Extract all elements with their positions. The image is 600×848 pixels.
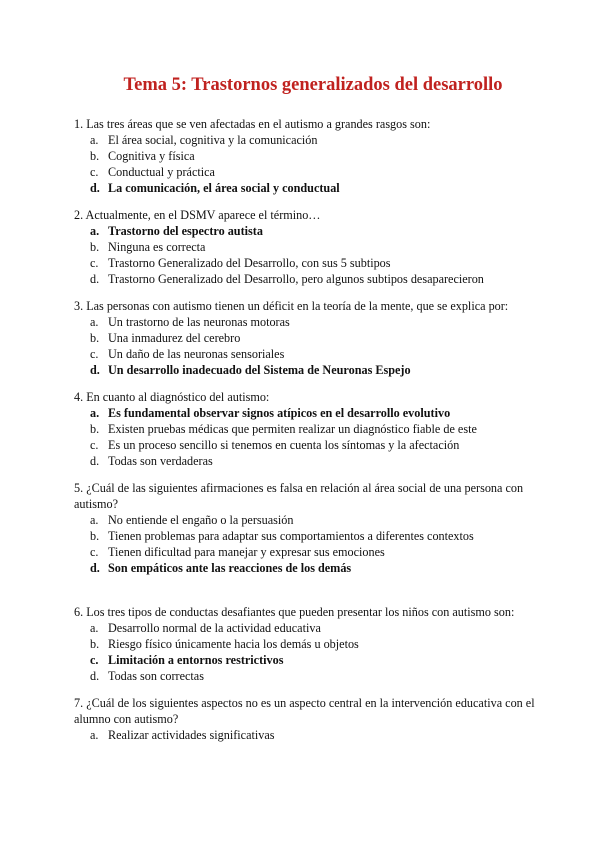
question-text: 1. Las tres áreas que se ven afectadas en el autismo a grandes rasgos son: [74,117,431,131]
option-letter: a. [90,513,99,527]
option-text: Un desarrollo inadecuado del Sistema de Neuronas Espejo [108,363,411,377]
answer-option [90,314,544,330]
answer-option [90,362,544,378]
question-text: 5. ¿Cuál de las siguientes afirmaciones es falsa en relación al área social de una persona con autismo? [74,481,524,511]
answer-option [90,453,544,469]
answer-option [90,346,544,362]
answer-option [90,223,544,239]
answer-options [72,132,544,196]
option-letter: c. [90,347,99,361]
answer-option [90,620,544,636]
option-text: Trastorno del espectro autista [108,224,263,238]
option-text: Es un proceso sencillo si tenemos en cuenta los síntomas y la afectación [108,438,460,452]
option-letter: a. [90,621,99,635]
option-text: Una inmadurez del cerebro [108,331,241,345]
option-text: Limitación a entornos restrictivos [108,653,284,667]
option-text: Es fundamental observar signos atípicos en el desarrollo evolutivo [108,406,451,420]
question-4 [72,389,544,469]
answer-option [90,668,544,684]
option-letter: b. [90,240,100,254]
option-letter: a. [90,315,99,329]
question-2 [72,207,544,287]
answer-option [90,132,544,148]
question-5 [72,480,544,576]
answer-option [90,528,544,544]
option-text: Un trastorno de las neuronas motoras [108,315,290,329]
answer-option [90,330,544,346]
option-letter: d. [90,272,100,286]
option-text: Tienen dificultad para manejar y expresar sus emociones [108,545,385,559]
answer-option [90,164,544,180]
option-letter: b. [90,149,100,163]
option-letter: c. [90,165,99,179]
answer-option [90,560,544,576]
option-text: El área social, cognitiva y la comunicación [108,133,318,147]
answer-option [90,271,544,287]
option-letter: d. [90,669,100,683]
option-text: Trastorno Generalizado del Desarrollo, con sus 5 subtipos [108,256,391,270]
question-3 [72,298,544,378]
option-letter: a. [90,406,100,420]
option-letter: b. [90,331,100,345]
option-text: Tienen problemas para adaptar sus comportamientos a diferentes contextos [108,529,474,543]
option-letter: a. [90,133,99,147]
option-letter: b. [90,637,100,651]
answer-option [90,180,544,196]
answer-options [72,223,544,287]
answer-options [72,620,544,684]
option-text: No entiende el engaño o la persuasión [108,513,294,527]
option-text: Cognitiva y física [108,149,195,163]
option-letter: d. [90,454,100,468]
question-text: 4. En cuanto al diagnóstico del autismo: [74,390,270,404]
answer-options [72,405,544,469]
question-text: 7. ¿Cuál de los siguientes aspectos no es un aspecto central en la intervención educativa con el alumno con autismo? [74,696,535,726]
option-letter: c. [90,256,99,270]
option-text: Un daño de las neuronas sensoriales [108,347,285,361]
option-text: Ninguna es correcta [108,240,206,254]
question-6 [72,604,544,684]
answer-option [90,239,544,255]
option-letter: c. [90,438,99,452]
option-text: La comunicación, el área social y conductual [108,181,340,195]
answer-option [90,421,544,437]
answer-option [90,727,544,743]
answer-option [90,652,544,668]
answer-options [72,512,544,576]
option-text: Realizar actividades significativas [108,728,275,742]
answer-options [72,727,544,743]
question-7 [72,695,544,743]
option-letter: b. [90,529,100,543]
option-letter: a. [90,224,100,238]
option-letter: c. [90,653,99,667]
question-text: 2. Actualmente, en el DSMV aparece el término… [74,208,321,222]
answer-option [90,437,544,453]
option-text: Riesgo físico únicamente hacia los demás u objetos [108,637,359,651]
answer-option [90,636,544,652]
option-text: Todas son verdaderas [108,454,213,468]
option-letter: a. [90,728,99,742]
question-text: 6. Los tres tipos de conductas desafiantes que pueden presentar los niños con autismo son: [74,605,515,619]
answer-option [90,255,544,271]
option-letter: c. [90,545,99,559]
option-text: Son empáticos ante las reacciones de los demás [108,561,352,575]
option-letter: d. [90,561,100,575]
option-letter: d. [90,363,100,377]
option-text: Existen pruebas médicas que permiten realizar un diagnóstico fiable de este [108,422,477,436]
option-text: Conductual y práctica [108,165,215,179]
option-text: Desarrollo normal de la actividad educativa [108,621,321,635]
answer-option [90,405,544,421]
option-letter: b. [90,422,100,436]
question-text: 3. Las personas con autismo tienen un déficit en la teoría de la mente, que se explica por: [74,299,509,313]
option-text: Trastorno Generalizado del Desarrollo, pero algunos subtipos desaparecieron [108,272,484,286]
answer-option [90,512,544,528]
option-text: Todas son correctas [108,669,204,683]
document-title: Tema 5: Trastornos generalizados del desarrollo [123,75,503,95]
answer-option [90,544,544,560]
answer-option [90,148,544,164]
answer-options [72,314,544,378]
question-1 [72,116,544,196]
question-list [72,116,544,743]
option-letter: d. [90,181,100,195]
